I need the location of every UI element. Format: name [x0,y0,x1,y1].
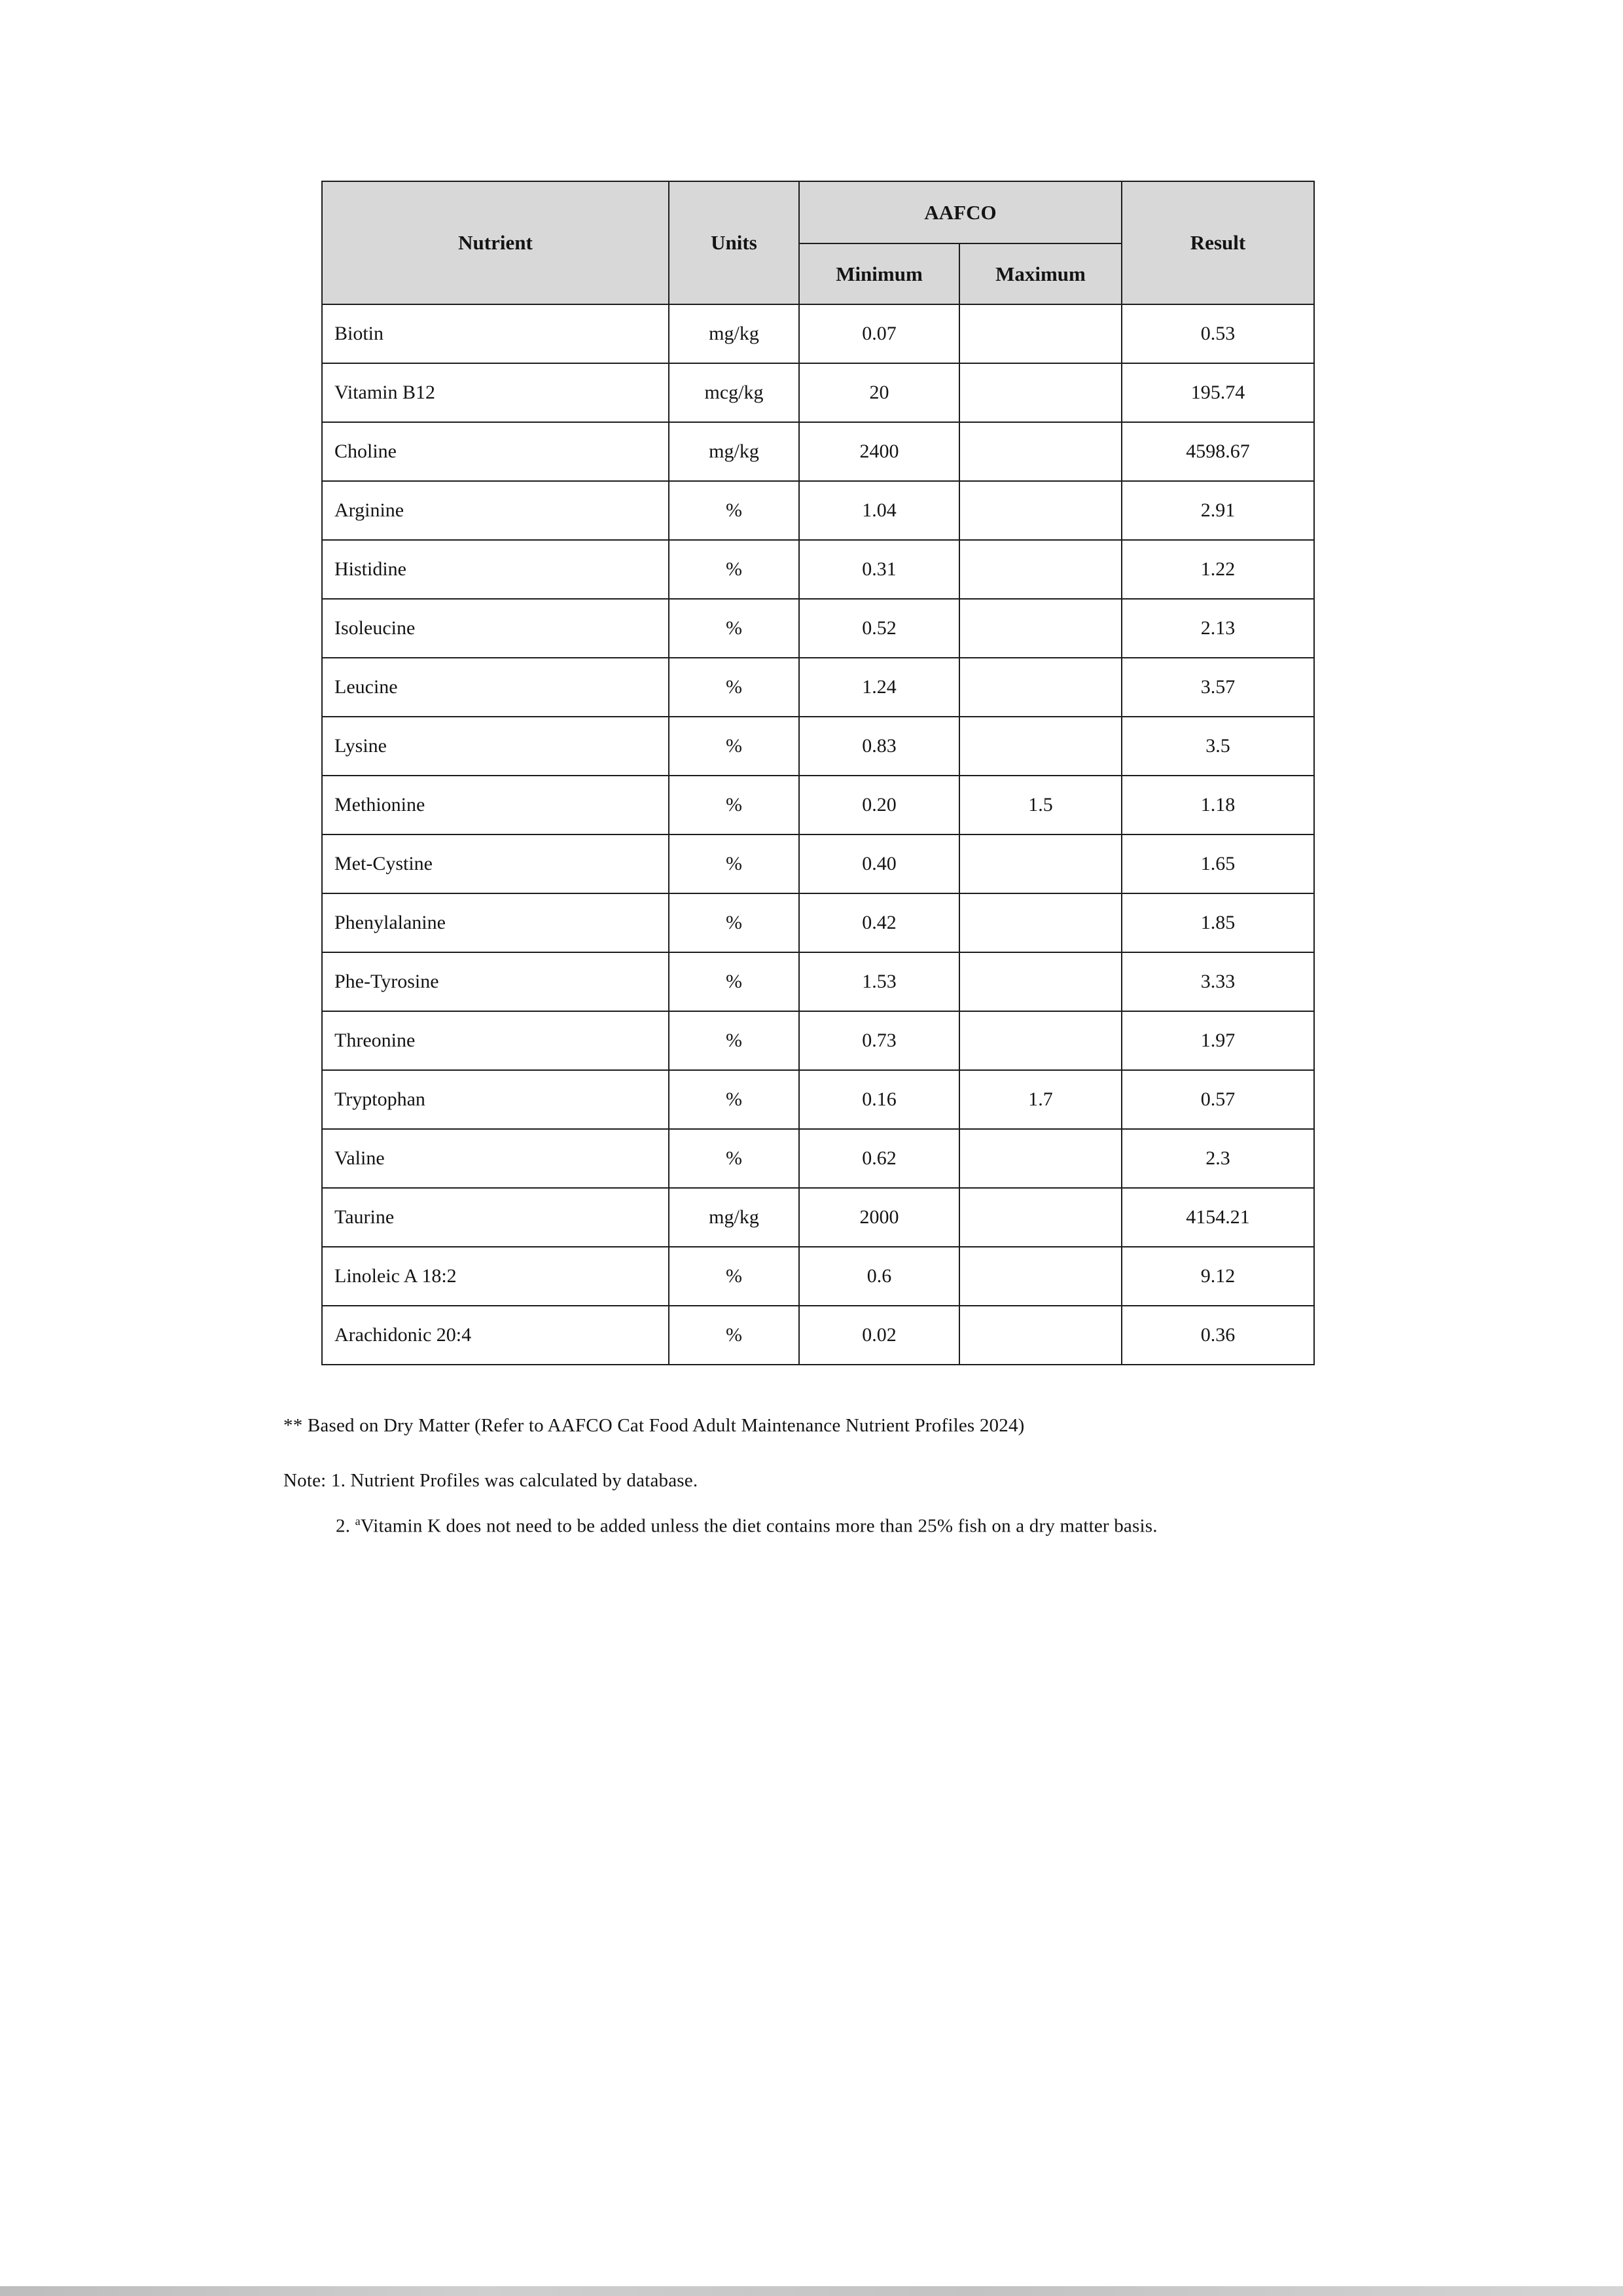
cell-nutrient: Arginine [322,481,669,540]
table-row [322,363,1314,422]
cell-units: % [669,599,799,658]
table-row [322,658,1314,717]
cell-result: 3.57 [1122,658,1314,717]
cell-result: 2.13 [1122,599,1314,658]
cell-maximum [959,658,1122,717]
table-row [322,422,1314,481]
cell-minimum: 0.42 [799,893,959,952]
cell-minimum: 1.04 [799,481,959,540]
header-units: Units [669,181,799,304]
table-row [322,1129,1314,1188]
footnote-note-2-text: Vitamin K does not need to be added unless the diet contains more than 25% fish on a dry matter basis. [360,1515,1158,1537]
cell-minimum: 1.53 [799,952,959,1011]
cell-nutrient: Choline [322,422,669,481]
cell-nutrient: Valine [322,1129,669,1188]
cell-minimum: 0.07 [799,304,959,363]
cell-units: % [669,1306,799,1365]
cell-minimum: 1.24 [799,658,959,717]
cell-nutrient: Tryptophan [322,1070,669,1129]
cell-maximum [959,834,1122,893]
header-minimum: Minimum [799,243,959,304]
table-row [322,1306,1314,1365]
cell-units: % [669,717,799,776]
header-result: Result [1122,181,1314,304]
table-row [322,1247,1314,1306]
cell-result: 4598.67 [1122,422,1314,481]
cell-minimum: 0.20 [799,776,959,834]
cell-nutrient: Phenylalanine [322,893,669,952]
cell-nutrient: Isoleucine [322,599,669,658]
cell-units: % [669,1129,799,1188]
scan-artifact-bar [0,2286,1623,2296]
header-nutrient: Nutrient [322,181,669,304]
table-row [322,834,1314,893]
footnote-note-2 [336,1515,1158,1537]
cell-nutrient: Taurine [322,1188,669,1247]
cell-nutrient: Threonine [322,1011,669,1070]
cell-result: 4154.21 [1122,1188,1314,1247]
cell-minimum: 0.62 [799,1129,959,1188]
cell-nutrient: Met-Cystine [322,834,669,893]
cell-minimum: 0.73 [799,1011,959,1070]
nutrient-table-header [322,181,1314,304]
cell-minimum: 0.6 [799,1247,959,1306]
cell-units: % [669,1011,799,1070]
cell-units: % [669,481,799,540]
cell-nutrient: Vitamin B12 [322,363,669,422]
table-row [322,776,1314,834]
cell-units: mcg/kg [669,363,799,422]
cell-minimum: 0.31 [799,540,959,599]
cell-nutrient: Linoleic A 18:2 [322,1247,669,1306]
cell-units: % [669,658,799,717]
cell-maximum [959,422,1122,481]
cell-maximum [959,1188,1122,1247]
cell-result: 3.33 [1122,952,1314,1011]
cell-result: 0.57 [1122,1070,1314,1129]
table-row [322,1070,1314,1129]
cell-maximum [959,540,1122,599]
cell-maximum [959,363,1122,422]
cell-units: % [669,1247,799,1306]
cell-minimum: 20 [799,363,959,422]
header-maximum: Maximum [959,243,1122,304]
footnote-note-1: Note: 1. Nutrient Profiles was calculated by database. [283,1470,698,1491]
cell-units: % [669,952,799,1011]
cell-minimum: 0.40 [799,834,959,893]
cell-maximum [959,717,1122,776]
cell-result: 1.18 [1122,776,1314,834]
cell-minimum: 0.02 [799,1306,959,1365]
table-row [322,717,1314,776]
table-row [322,1011,1314,1070]
table-row [322,481,1314,540]
cell-nutrient: Phe-Tyrosine [322,952,669,1011]
cell-maximum [959,952,1122,1011]
cell-result: 0.36 [1122,1306,1314,1365]
table-row [322,1188,1314,1247]
cell-units: % [669,1070,799,1129]
cell-result: 1.65 [1122,834,1314,893]
footnote-note-2-number: 2. [336,1515,355,1537]
cell-result: 195.74 [1122,363,1314,422]
cell-units: % [669,893,799,952]
header-aafco: AAFCO [799,181,1122,243]
cell-nutrient: Leucine [322,658,669,717]
cell-nutrient: Methionine [322,776,669,834]
table-row [322,893,1314,952]
cell-units: % [669,540,799,599]
cell-result: 0.53 [1122,304,1314,363]
cell-nutrient: Lysine [322,717,669,776]
table-row [322,540,1314,599]
cell-minimum: 0.83 [799,717,959,776]
cell-minimum: 0.52 [799,599,959,658]
footnote-dry-matter: ** Based on Dry Matter (Refer to AAFCO Cat Food Adult Maintenance Nutrient Profiles 2024) [283,1415,1025,1436]
cell-maximum [959,1129,1122,1188]
cell-minimum: 2000 [799,1188,959,1247]
cell-nutrient: Biotin [322,304,669,363]
cell-maximum [959,304,1122,363]
cell-nutrient: Histidine [322,540,669,599]
cell-units: mg/kg [669,422,799,481]
cell-units: mg/kg [669,304,799,363]
cell-maximum: 1.7 [959,1070,1122,1129]
cell-minimum: 2400 [799,422,959,481]
cell-result: 2.3 [1122,1129,1314,1188]
cell-result: 2.91 [1122,481,1314,540]
nutrient-table-body [322,304,1314,1365]
cell-result: 1.22 [1122,540,1314,599]
table-row [322,304,1314,363]
cell-units: % [669,776,799,834]
nutrient-table [321,181,1315,1365]
cell-maximum [959,1306,1122,1365]
table-row [322,952,1314,1011]
cell-maximum [959,1011,1122,1070]
cell-units: % [669,834,799,893]
cell-result: 1.97 [1122,1011,1314,1070]
cell-units: mg/kg [669,1188,799,1247]
cell-minimum: 0.16 [799,1070,959,1129]
footnote-note-2-superscript: a [355,1515,361,1528]
cell-result: 9.12 [1122,1247,1314,1306]
table-row [322,599,1314,658]
cell-nutrient: Arachidonic 20:4 [322,1306,669,1365]
cell-maximum [959,893,1122,952]
cell-result: 1.85 [1122,893,1314,952]
cell-maximum [959,481,1122,540]
cell-maximum [959,599,1122,658]
cell-result: 3.5 [1122,717,1314,776]
cell-maximum [959,1247,1122,1306]
cell-maximum: 1.5 [959,776,1122,834]
